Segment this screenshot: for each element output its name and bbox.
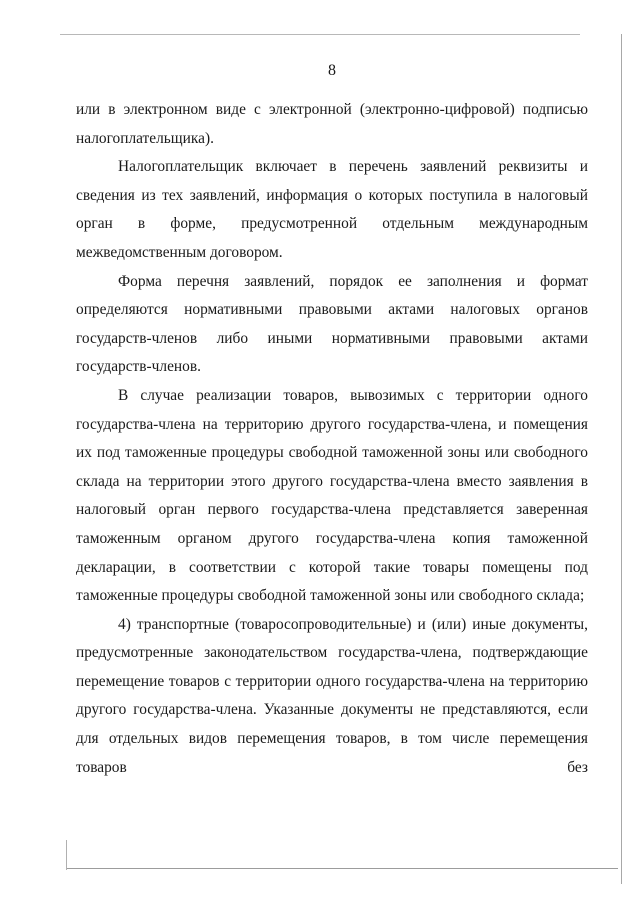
scan-edge-bottom — [66, 868, 618, 869]
paragraph-list-form: Форма перечня заявлений, порядок ее заполнения и формат определяются нормативными правовыми актами налоговых органов государств-членов либо иными нормативными правовыми актами государств-членов. — [76, 272, 588, 376]
scan-edge-right — [621, 34, 622, 884]
page-number: 8 — [328, 62, 336, 79]
paragraph-free-customs-zone: В случае реализации товаров, вывозимых с территории одного государства-члена на территорию другого государства-члена, и помещения их под таможенные процедуры свободной таможенной зоны или свободного склада на территории этого другого государства-члена вместо заявления в налоговый орган первого государства-члена представляется заверенная таможенным органом другого государства-члена копия таможенной декларации, в соответствии с которой такие товары помещены под таможенные процедуры свободной таможенной зоны или свободного склада; — [76, 386, 588, 605]
paragraph-continuation: или в электронном виде с электронной (электронно-цифровой) подписью налогоплательщика). — [76, 101, 588, 147]
scan-edge-left — [66, 840, 67, 870]
document-page — [76, 60, 588, 782]
paragraph-taxpayer-list: Налогоплательщик включает в перечень заявлений реквизиты и сведения из тех заявлений, информация о которых поступила в налоговый орган в форме, предусмотренной отдельным международным межведомственным договором. — [76, 158, 588, 261]
paragraph-transport-documents: 4) транспортные (товаросопроводительные) и (или) иные документы, предусмотренные законодательством государства-члена, подтверждающие перемещение товаров с территории одного государства-члена на территорию другого государства-члена. Указанные документы не представляются, если для отдельных видов перемещения товаров, в том числе перемещения товаров без — [76, 615, 588, 776]
scan-edge-top — [60, 34, 580, 35]
